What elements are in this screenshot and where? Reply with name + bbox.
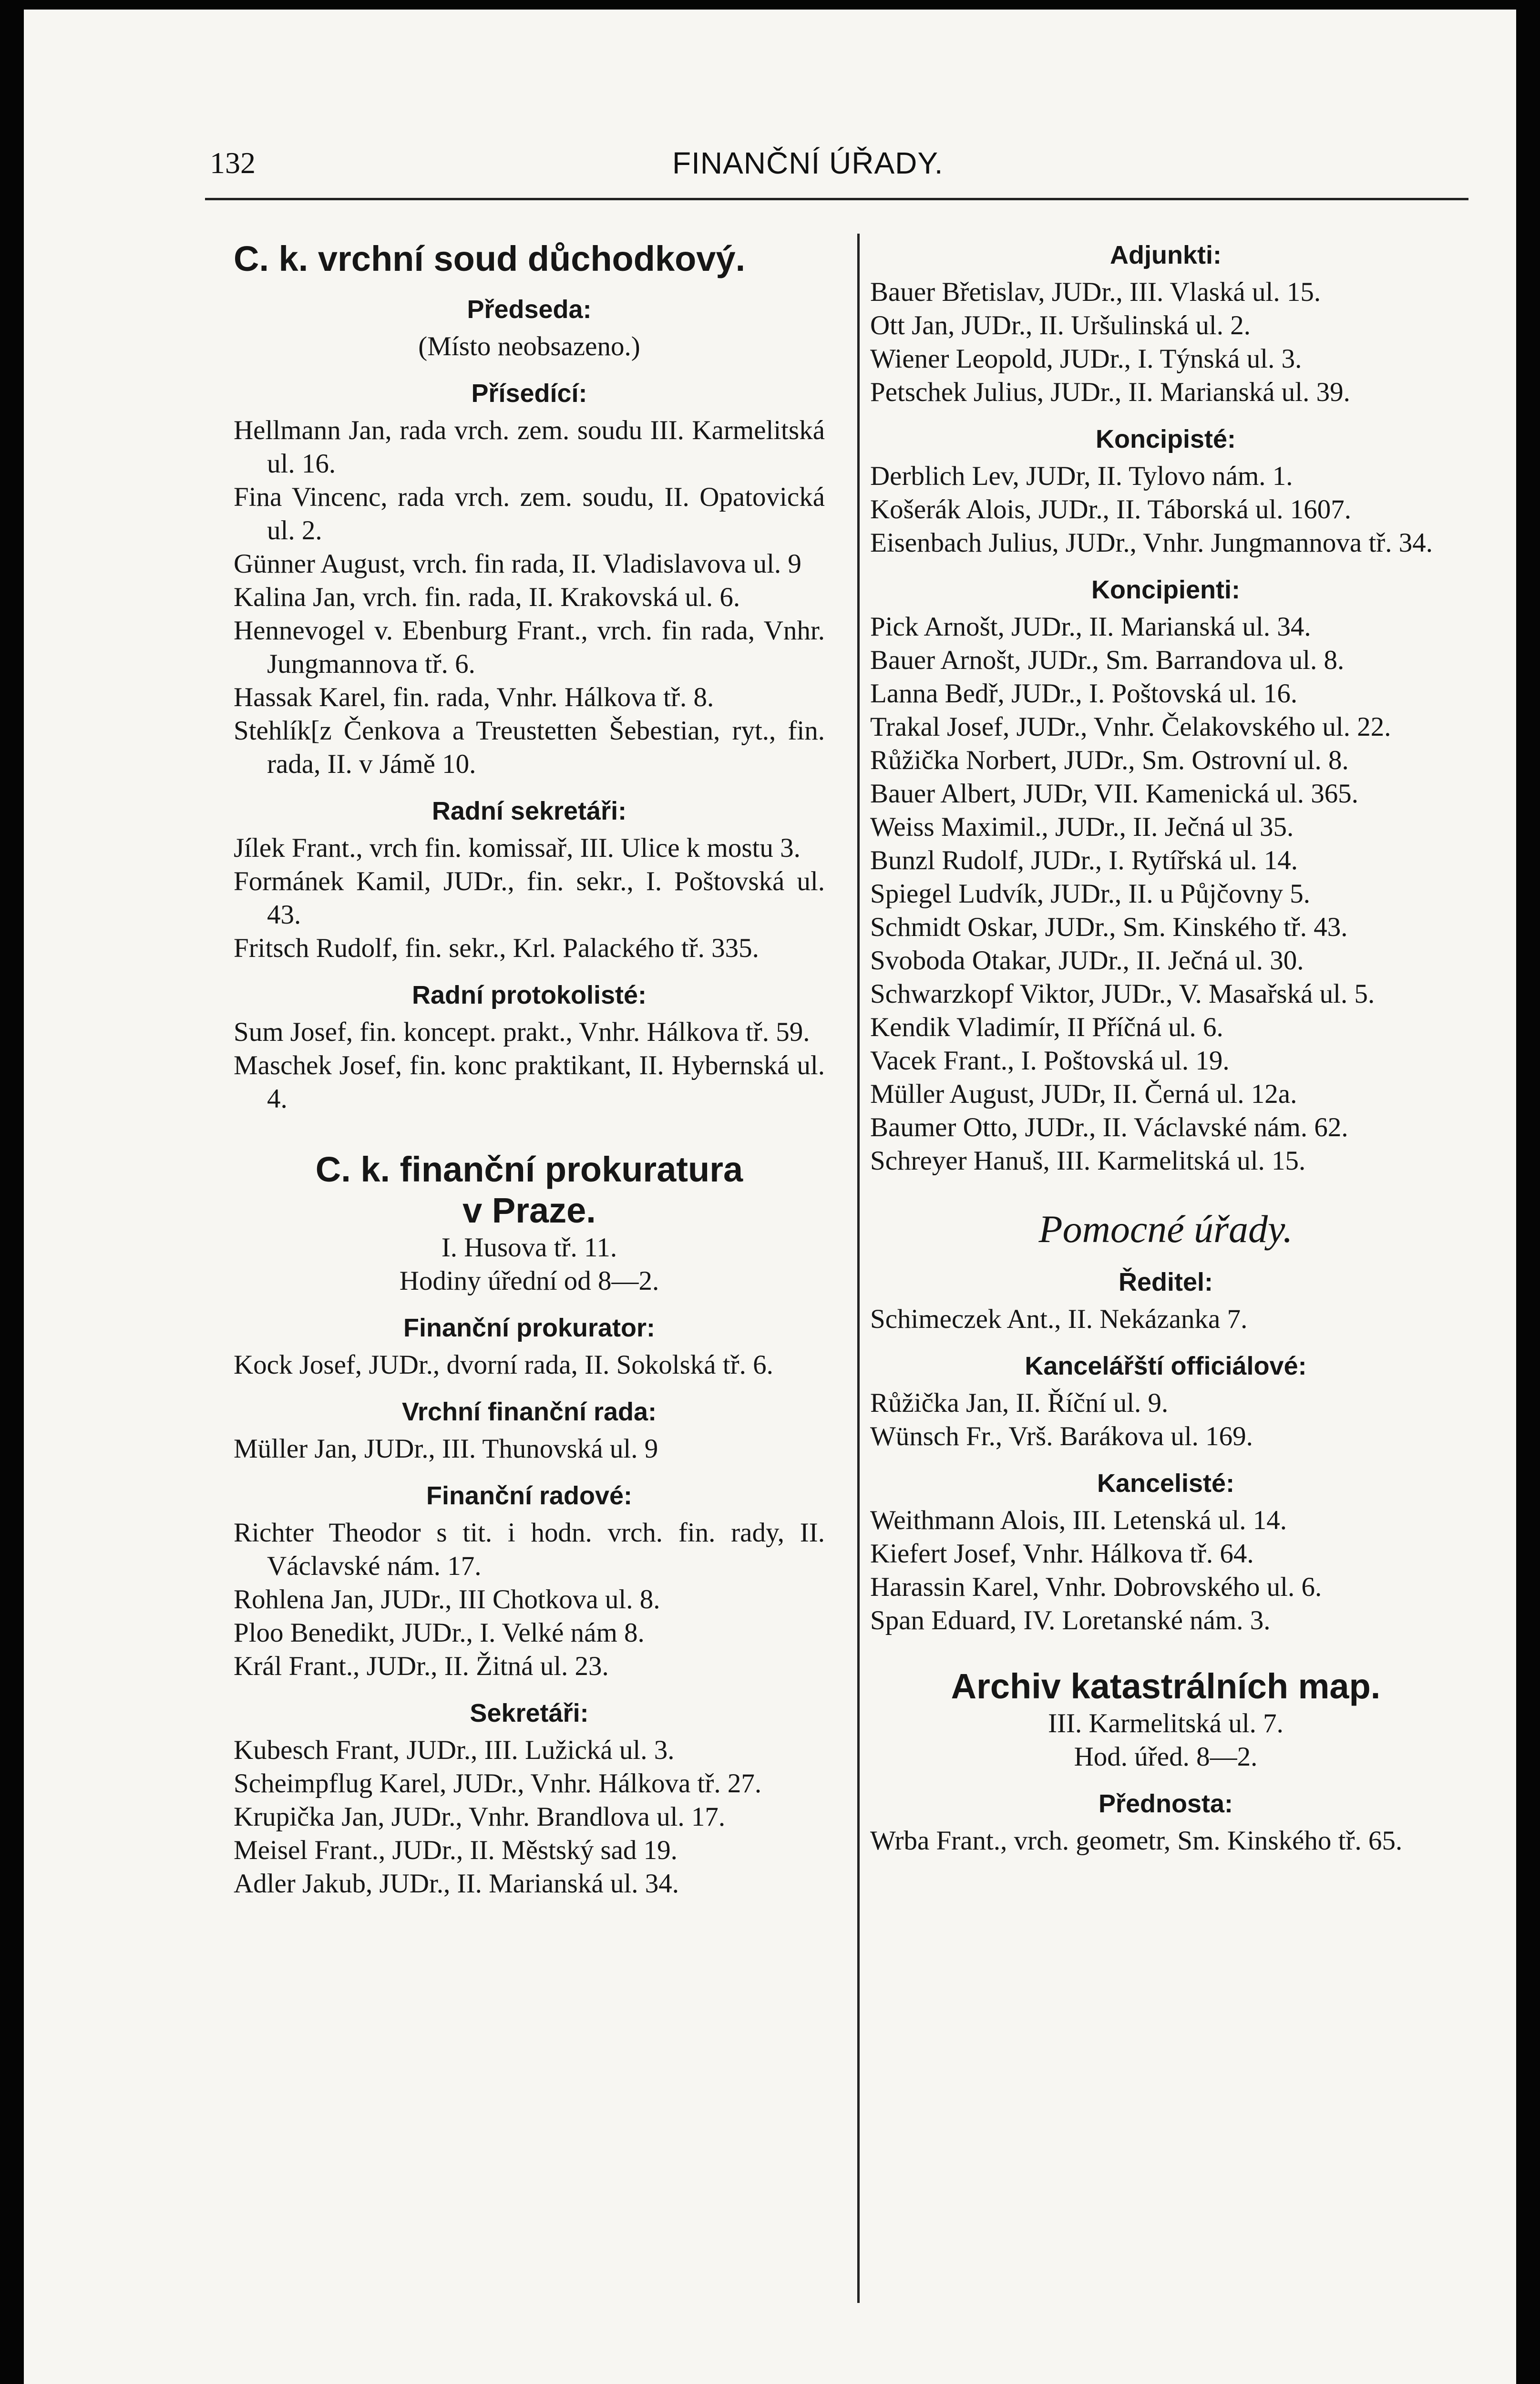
list-item: Kendik Vladimír, II Příčná ul. 6. [870, 1012, 1223, 1042]
heading-radni-sekretari: Radní sekretáři: [431, 797, 627, 825]
list-radni-sekretari [234, 832, 825, 965]
list-item: Scheimpflug Karel, JUDr., Vnhr. Hálkova tř. 27. [234, 1768, 762, 1798]
list-item: Baumer Otto, JUDr., II. Václavské nám. 62. [870, 1112, 1348, 1142]
page-number: 132 [210, 146, 256, 180]
heading-koncipienti: Koncipienti: [1091, 575, 1240, 604]
heading-adjunkti: Adjunkti: [1110, 241, 1222, 269]
list-koncipienti [870, 610, 1461, 1178]
list-item: Maschek Josef, fin. konc praktikant, II. Hybernská ul. 4. [234, 1050, 825, 1114]
archiv-address: III. Karmelitská ul. 7. [1048, 1708, 1283, 1738]
prokuratura-address: I. Husova tř. 11. [441, 1233, 617, 1263]
predseda-text: (Místo neobsazeno.) [418, 331, 640, 361]
list-item: Bauer Arnošt, JUDr., Sm. Barrandova ul. 8. [870, 645, 1345, 675]
list-item: Fritsch Rudolf, fin. sekr., Krl. Palackého tř. 335. [234, 933, 759, 963]
list-item: Hassak Karel, fin. rada, Vnhr. Hálkova tř. 8. [234, 682, 714, 712]
list-item: Schwarzkopf Viktor, JUDr., V. Masařská ul. 5. [870, 979, 1375, 1009]
list-item: Weithmann Alois, III. Letenská ul. 14. [870, 1505, 1287, 1535]
list-radni-protokoliste [234, 1016, 825, 1116]
section-title-prokuratura-line2: v Praze. [462, 1191, 596, 1230]
heading-koncipiste: Koncipisté: [1095, 425, 1236, 453]
list-item: Weiss Maximil., JUDr., II. Ječná ul 35. [870, 812, 1294, 842]
list-item: Harassin Karel, Vnhr. Dobrovského ul. 6. [870, 1572, 1322, 1602]
list-vrchni-financni-rada [234, 1432, 825, 1466]
heading-kancelarsti-officialove: Kancelářští officiálové: [1025, 1352, 1307, 1380]
list-item: Růžička Jan, II. Říční ul. 9. [870, 1388, 1169, 1418]
heading-predseda: Předseda: [467, 295, 592, 324]
list-item: Jílek Frant., vrch fin. komissař, III. Ulice k mostu 3. [234, 833, 801, 863]
list-item: Kock Josef, JUDr., dvorní rada, II. Sokolská tř. 6. [234, 1350, 773, 1380]
list-item: Pick Arnošt, JUDr., II. Marianská ul. 34. [870, 612, 1311, 642]
section-title-pomocne-urady: Pomocné úřady. [1038, 1207, 1293, 1251]
list-item: Span Eduard, IV. Loretanské nám. 3. [870, 1605, 1271, 1635]
list-reditel [870, 1303, 1461, 1336]
list-item: Schimeczek Ant., II. Nekázanka 7. [870, 1304, 1248, 1334]
list-item: Bunzl Rudolf, JUDr., I. Rytířská ul. 14. [870, 845, 1298, 875]
list-item: Kubesch Frant, JUDr., III. Lužická ul. 3. [234, 1735, 675, 1765]
list-item: Bauer Albert, JUDr, VII. Kamenická ul. 365. [870, 779, 1358, 809]
list-item: Hellmann Jan, rada vrch. zem. soudu III. Karmelitská ul. 16. [234, 415, 825, 479]
list-item: Ploo Benedikt, JUDr., I. Velké nám 8. [234, 1618, 645, 1648]
left-column [234, 238, 825, 1901]
spacer [234, 1116, 825, 1149]
list-item: Wrba Frant., vrch. geometr, Sm. Kinského tř. 65. [870, 1826, 1403, 1856]
list-prisedici [234, 414, 825, 781]
list-item: Günner August, vrch. fin rada, II. Vladislavova ul. 9 [234, 549, 801, 579]
section-title-vrchni-soud: C. k. vrchní soud důchodkový. [234, 239, 746, 278]
heading-financni-radove: Finanční radové: [426, 1481, 633, 1510]
list-item: Wünsch Fr., Vrš. Barákova ul. 169. [870, 1421, 1253, 1451]
list-item: Lanna Bedř, JUDr., I. Poštovská ul. 16. [870, 678, 1298, 709]
list-kancelarsti-officialove [870, 1387, 1461, 1453]
column-divider [857, 234, 860, 2303]
list-item: Schreyer Hanuš, III. Karmelitská ul. 15. [870, 1146, 1306, 1176]
spacer [870, 1637, 1461, 1666]
list-item: Spiegel Ludvík, JUDr., II. u Půjčovny 5. [870, 879, 1311, 909]
heading-prisedici: Přísedící: [471, 379, 587, 408]
heading-financni-prokurator: Finanční prokurator: [403, 1314, 656, 1342]
heading-radni-protokoliste: Radní protokolisté: [411, 981, 647, 1009]
archiv-hours: Hod. úřed. 8—2. [1074, 1742, 1258, 1772]
list-item: Svoboda Otakar, JUDr., II. Ječná ul. 30. [870, 945, 1304, 976]
header-rule [205, 198, 1468, 200]
list-item: Král Frant., JUDr., II. Žitná ul. 23. [234, 1651, 609, 1681]
list-item: Adler Jakub, JUDr., II. Marianská ul. 34. [234, 1869, 679, 1899]
list-item: Kalina Jan, vrch. fin. rada, II. Krakovská ul. 6. [234, 582, 740, 612]
section-title-prokuratura: C. k. finanční prokuratura [315, 1150, 743, 1189]
list-item: Fina Vincenc, rada vrch. zem. soudu, II. Opatovická ul. 2. [234, 482, 825, 545]
list-financni-prokurator [234, 1348, 825, 1382]
list-prednosta [870, 1824, 1461, 1858]
list-sekretari [234, 1734, 825, 1901]
list-item: Petschek Julius, JUDr., II. Marianská ul. 39. [870, 377, 1350, 407]
list-item: Derblich Lev, JUDr, II. Tylovo nám. 1. [870, 461, 1293, 491]
list-koncipiste [870, 460, 1461, 560]
list-item: Ott Jan, JUDr., II. Uršulinská ul. 2. [870, 310, 1251, 340]
list-item: Eisenbach Julius, JUDr., Vnhr. Jungmannova tř. 34. [870, 528, 1433, 558]
page-title: FINANČNÍ ÚŘADY. [672, 146, 944, 180]
list-item: Trakal Josef, JUDr., Vnhr. Čelakovského ul. 22. [870, 712, 1391, 742]
list-item: Krupička Jan, JUDr., Vnhr. Brandlova ul. 17. [234, 1802, 726, 1832]
list-kanceliste [870, 1504, 1461, 1637]
list-item: Schmidt Oskar, JUDr., Sm. Kinského tř. 43. [870, 912, 1348, 942]
list-item: Rohlena Jan, JUDr., III Chotkova ul. 8. [234, 1584, 660, 1614]
list-item: Růžička Norbert, JUDr., Sm. Ostrovní ul. 8. [870, 745, 1349, 775]
list-item: Formánek Kamil, JUDr., fin. sekr., I. Poštovská ul. 43. [234, 866, 825, 930]
list-item: Richter Theodor s tit. i hodn. vrch. fin. rady, II. Václavské nám. 17. [234, 1518, 825, 1581]
heading-prednosta: Přednosta: [1098, 1789, 1233, 1818]
list-financni-radove [234, 1516, 825, 1683]
list-item: Bauer Břetislav, JUDr., III. Vlaská ul. 15. [870, 277, 1321, 307]
heading-kanceliste: Kancelisté: [1097, 1469, 1235, 1498]
prokuratura-hours: Hodiny úřední od 8—2. [399, 1266, 659, 1296]
list-item: Stehlík[z Čenkova a Treustetten Šebestian, ryt., fin. rada, II. v Jámě 10. [234, 716, 825, 779]
list-item: Meisel Frant., JUDr., II. Městský sad 19. [234, 1835, 678, 1865]
list-item: Košerák Alois, JUDr., II. Táborská ul. 1607. [870, 494, 1351, 524]
heading-vrchni-financni-rada: Vrchní finanční rada: [401, 1398, 657, 1426]
list-item: Wiener Leopold, JUDr., I. Týnská ul. 3. [870, 344, 1302, 374]
list-item: Müller Jan, JUDr., III. Thunovská ul. 9 [234, 1434, 658, 1464]
heading-sekretari: Sekretáři: [470, 1699, 589, 1727]
right-column [870, 238, 1461, 1858]
list-adjunkti [870, 276, 1461, 409]
section-title-archiv: Archiv katastrálních map. [951, 1666, 1381, 1706]
list-item: Vacek Frant., I. Poštovská ul. 19. [870, 1046, 1230, 1076]
list-item: Hennevogel v. Ebenburg Frant., vrch. fin rada, Vnhr. Jungmannova tř. 6. [234, 616, 825, 679]
list-item: Sum Josef, fin. koncept. prakt., Vnhr. Hálkova tř. 59. [234, 1017, 810, 1047]
list-item: Müller August, JUDr, II. Černá ul. 12a. [870, 1079, 1297, 1109]
heading-reditel: Ředitel: [1118, 1268, 1213, 1296]
list-item: Kiefert Josef, Vnhr. Hálkova tř. 64. [870, 1539, 1254, 1569]
document-page [24, 10, 1516, 2384]
